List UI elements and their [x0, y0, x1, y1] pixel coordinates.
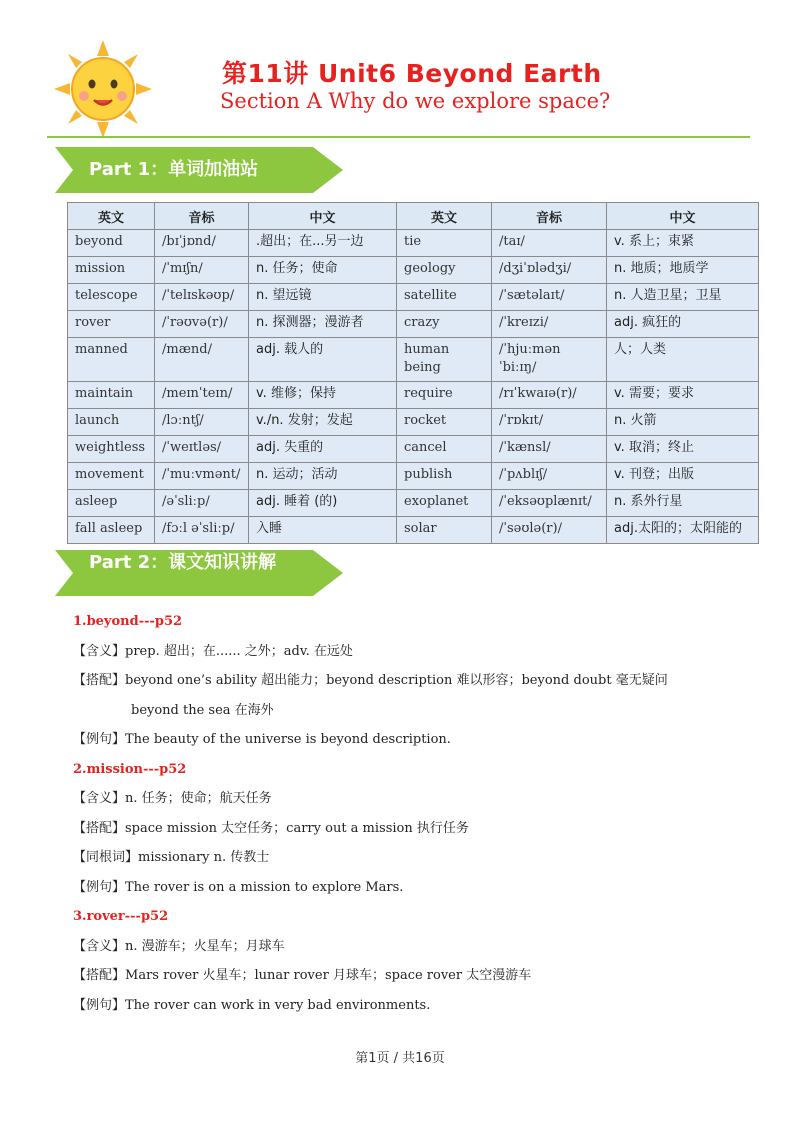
table-cell: tie — [397, 230, 492, 257]
table-cell: /lɔːntʃ/ — [155, 409, 249, 436]
line-text: The beauty of the universe is beyond description. — [125, 732, 451, 747]
page-subtitle: Section A Why do we explore space? — [220, 89, 611, 113]
table-cell: solar — [397, 517, 492, 544]
table-cell: /ˈpʌblɪʃ/ — [492, 463, 607, 490]
table-cell: rover — [68, 311, 155, 338]
content-line — [73, 701, 763, 731]
table-cell: .超出；在...另一边 — [249, 230, 397, 257]
line-tag: 【含义】 — [73, 643, 126, 659]
page-title: 第11讲 Unit6 Beyond Earth — [222, 59, 602, 88]
sun-mascot-icon — [52, 38, 154, 140]
header-cell: 英文 — [68, 203, 155, 230]
page-footer: 第1页 / 共16页 — [355, 1051, 445, 1066]
content-line — [73, 642, 763, 672]
table-cell: mission — [68, 257, 155, 284]
table-row — [68, 338, 759, 382]
table-cell: adj.太阳的；太阳能的 — [607, 517, 759, 544]
line-text: beyond one’s ability 超出能力；beyond description 难以形容；beyond doubt 毫无疑问 — [125, 673, 668, 688]
vocab-table — [67, 202, 759, 544]
line-text: n. 漫游车；火星车；月球车 — [125, 938, 285, 954]
content-line — [73, 996, 763, 1026]
word-heading: 3.rover---p52 — [73, 909, 169, 924]
line-tag: 【搭配】 — [73, 968, 126, 983]
content-line — [73, 819, 763, 849]
table-cell: cancel — [397, 436, 492, 463]
table-cell: /ˈsætəlaɪt/ — [492, 284, 607, 311]
line-tag: 【同根词】 — [73, 850, 139, 865]
table-cell: n. 地质；地质学 — [607, 257, 759, 284]
line-text: prep. 超出；在...... 之外；adv. 在远处 — [125, 643, 353, 659]
content-line — [73, 878, 763, 908]
table-cell: /bɪˈjɒnd/ — [155, 230, 249, 257]
content-line — [73, 789, 763, 819]
table-cell: 人；人类 — [607, 338, 759, 382]
content-line — [73, 730, 763, 760]
table-cell: rocket — [397, 409, 492, 436]
table-cell: /rɪˈkwaɪə(r)/ — [492, 382, 607, 409]
table-cell: /ˈmuːvmənt/ — [155, 463, 249, 490]
line-tag: 【搭配】 — [73, 820, 126, 836]
part1-label: Part 1：单词加油站 — [89, 159, 259, 180]
part1-banner — [55, 145, 345, 195]
word-heading: 2.mission---p52 — [73, 761, 187, 777]
table-cell: n. 火箭 — [607, 409, 759, 436]
table-cell: /ˈeksəʊplænɪt/ — [492, 490, 607, 517]
line-tag: 【例句】 — [73, 879, 126, 895]
line-text: beyond the sea 在海外 — [131, 702, 274, 718]
table-cell: n. 人造卫星；卫星 — [607, 284, 759, 311]
table-cell: manned — [68, 338, 155, 382]
line-text: The rover is on a mission to explore Mars. — [125, 879, 404, 895]
table-row — [68, 517, 759, 544]
table-cell: /ˈmɪʃn/ — [155, 257, 249, 284]
table-cell: /ˈkænsl/ — [492, 436, 607, 463]
table-cell: /mænd/ — [155, 338, 249, 382]
table-row — [68, 436, 759, 463]
table-cell: fall asleep — [68, 517, 155, 544]
table-cell: v. 系上；束紧 — [607, 230, 759, 257]
table-row — [68, 490, 759, 517]
table-cell: v. 需要；要求 — [607, 382, 759, 409]
header-divider — [47, 136, 750, 138]
table-cell: /fɔːl əˈsliːp/ — [155, 517, 249, 544]
content-line — [73, 966, 763, 996]
table-cell: geology — [397, 257, 492, 284]
table-cell: /meɪnˈteɪn/ — [155, 382, 249, 409]
table-cell: /ˈtelɪskəʊp/ — [155, 284, 249, 311]
table-cell: crazy — [397, 311, 492, 338]
table-cell: telescope — [68, 284, 155, 311]
line-tag: 【例句】 — [73, 997, 126, 1013]
line-tag: 【例句】 — [73, 732, 126, 747]
table-cell: human being — [397, 338, 492, 382]
content-line — [73, 848, 763, 878]
table-cell: 入睡 — [249, 517, 397, 544]
line-text: Mars rover 火星车；lunar rover 月球车；space rover 太空漫游车 — [125, 968, 532, 983]
content-line — [73, 671, 763, 701]
table-cell: n. 运动；活动 — [249, 463, 397, 490]
table-cell: v. 维修；保持 — [249, 382, 397, 409]
table-row — [68, 284, 759, 311]
table-cell: publish — [397, 463, 492, 490]
table-cell: n. 任务；使命 — [249, 257, 397, 284]
table-cell: adj. 睡着 (的) — [249, 490, 397, 517]
table-cell: /ˈhjuːmən ˈbiːɪŋ/ — [492, 338, 607, 382]
table-cell: launch — [68, 409, 155, 436]
table-cell: beyond — [68, 230, 155, 257]
table-row — [68, 382, 759, 409]
line-tag: 【搭配】 — [73, 673, 126, 688]
line-tag: 【含义】 — [73, 791, 126, 806]
line-tag: 【含义】 — [73, 938, 126, 954]
table-cell: /ˈrɒkɪt/ — [492, 409, 607, 436]
word-heading: 1.beyond---p52 — [73, 614, 183, 629]
table-cell: movement — [68, 463, 155, 490]
table-cell: v./n. 发射；发起 — [249, 409, 397, 436]
header-cell: 中文 — [607, 203, 759, 230]
table-cell: /taɪ/ — [492, 230, 607, 257]
table-row — [68, 230, 759, 257]
part2-banner — [55, 548, 345, 598]
line-text: The rover can work in very bad environments. — [125, 997, 431, 1013]
table-cell: adj. 失重的 — [249, 436, 397, 463]
line-text: n. 任务；使命；航天任务 — [125, 791, 272, 806]
table-cell: /ˈweɪtləs/ — [155, 436, 249, 463]
table-cell: n. 望远镜 — [249, 284, 397, 311]
table-cell: n. 探测器；漫游者 — [249, 311, 397, 338]
table-row — [68, 311, 759, 338]
table-row — [68, 409, 759, 436]
line-text: space mission 太空任务；carry out a mission 执行任务 — [125, 820, 469, 836]
table-cell: /ˈrəʊvə(r)/ — [155, 311, 249, 338]
table-cell: adj. 疯狂的 — [607, 311, 759, 338]
header-cell: 音标 — [155, 203, 249, 230]
table-cell: require — [397, 382, 492, 409]
table-cell: weightless — [68, 436, 155, 463]
header-cell: 英文 — [397, 203, 492, 230]
table-cell: /ˈkreɪzi/ — [492, 311, 607, 338]
table-row — [68, 257, 759, 284]
table-cell: n. 系外行星 — [607, 490, 759, 517]
table-cell: maintain — [68, 382, 155, 409]
content-line — [73, 937, 763, 967]
header-cell: 音标 — [492, 203, 607, 230]
part2-label: Part 2：课文知识讲解 — [89, 552, 277, 573]
lesson-content — [73, 612, 763, 1025]
table-cell: adj. 载人的 — [249, 338, 397, 382]
table-cell: /əˈsliːp/ — [155, 490, 249, 517]
table-cell: v. 刊登；出版 — [607, 463, 759, 490]
table-cell: /dʒiˈɒlədʒi/ — [492, 257, 607, 284]
table-header-row — [68, 203, 759, 230]
table-cell: exoplanet — [397, 490, 492, 517]
table-cell: v. 取消；终止 — [607, 436, 759, 463]
header-cell: 中文 — [249, 203, 397, 230]
table-cell: /ˈsəʊlə(r)/ — [492, 517, 607, 544]
table-row — [68, 463, 759, 490]
table-cell: satellite — [397, 284, 492, 311]
line-text: missionary n. 传教士 — [138, 850, 270, 865]
table-cell: asleep — [68, 490, 155, 517]
